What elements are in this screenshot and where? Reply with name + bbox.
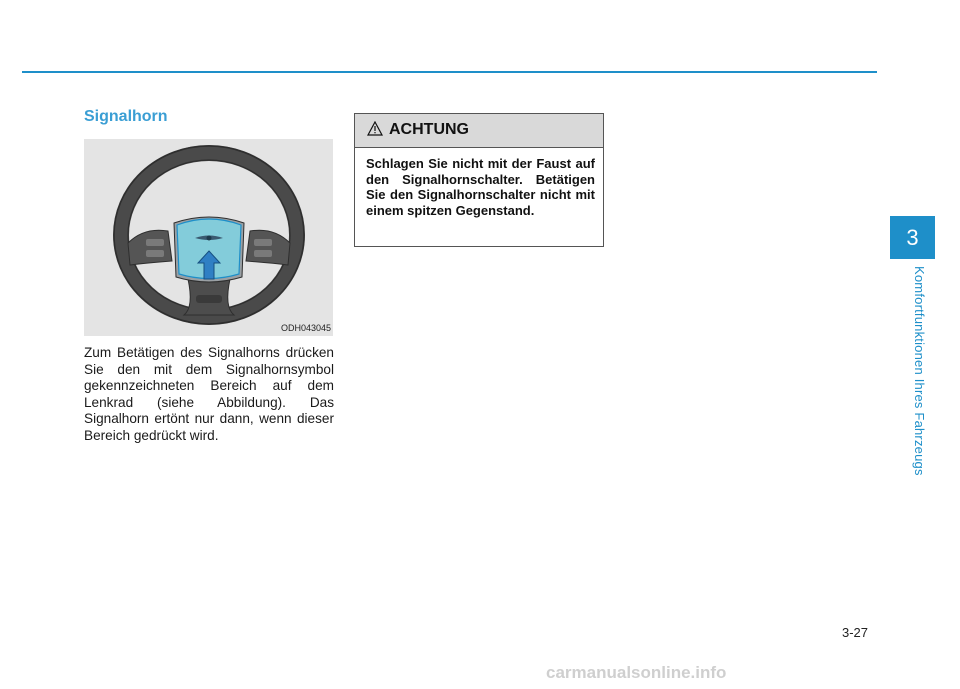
- watermark: carmanualsonline.info: [546, 663, 727, 682]
- chapter-side-label: Komfortfunktionen Ihres Fahrzeugs: [912, 266, 927, 476]
- page-number: 3-27: [842, 625, 869, 640]
- warning-triangle-icon: [367, 121, 383, 136]
- warning-text: Schlagen Sie nicht mit der Faust auf den Signalhornschalter. Betätigen Sie den Signalhornschalter nicht mit einem spitzen Gegenstand.: [366, 156, 595, 218]
- warning-header: [355, 114, 603, 148]
- figure-code: ODH043045: [280, 323, 331, 333]
- top-divider: [22, 71, 877, 73]
- warning-title: ACHTUNG: [389, 121, 469, 138]
- steering-wheel-illustration: [84, 139, 333, 336]
- horn-instructions: Zum Betätigen des Signalhorns drücken Sie den mit dem Signalhornsymbol gekennzeichneten Bereich auf dem Lenkrad (siehe Abbildung). Das Signalhorn ertönt nur dann, wenn dieser Bereich gedrückt wird.: [84, 345, 334, 443]
- section-title: Signalhorn: [84, 108, 168, 125]
- warning-box: [354, 113, 604, 247]
- chapter-tab: 3: [890, 216, 935, 259]
- steering-wheel-figure: [84, 139, 333, 336]
